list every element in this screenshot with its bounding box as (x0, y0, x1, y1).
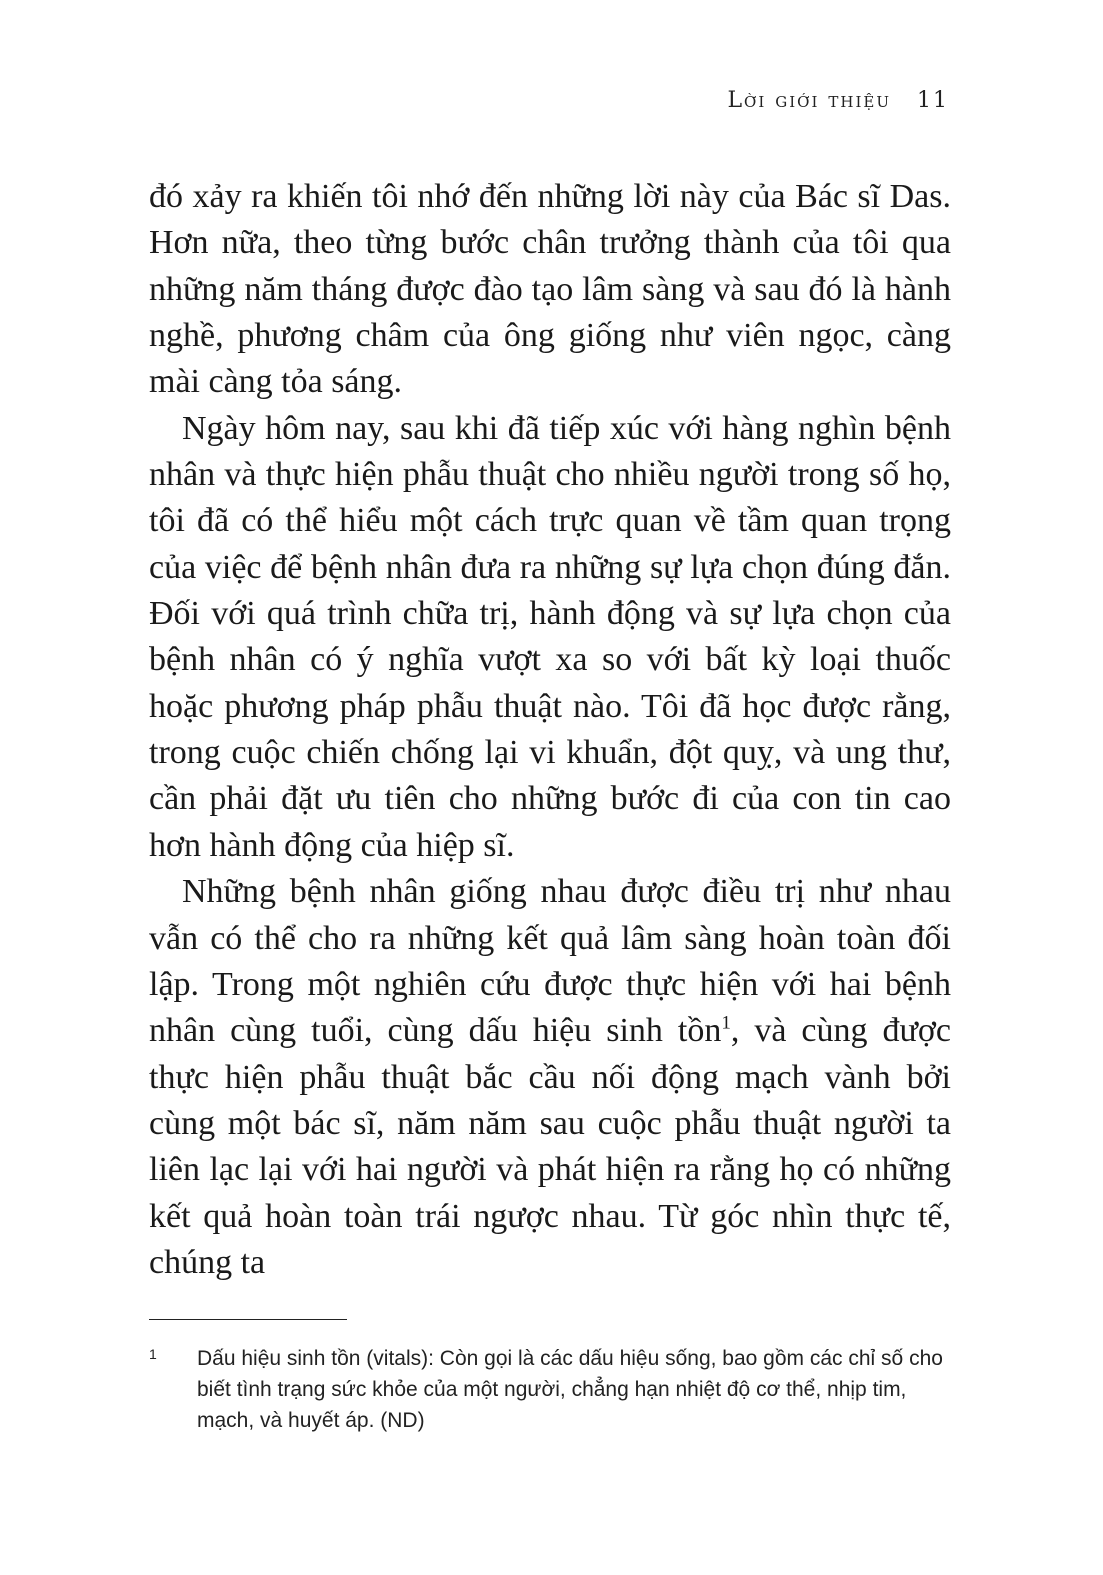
paragraph-3 (149, 869, 951, 1286)
footnote-text: Dấu hiệu sinh tồn (vitals): Còn gọi là các dấu hiệu sống, bao gồm các chỉ số cho biết tình trạng sức khỏe của một người, chẳng hạn nhiệt độ cơ thể, nhịp tim, mạch, và huyết áp. (ND) (197, 1347, 943, 1432)
paragraph-3-part-2: , và cùng được thực hiện phẫu thuật bắc cầu nối động mạch vành bởi cùng một bác sĩ, năm năm sau cuộc phẫu thuật người ta liên lạc lại với hai người và phát hiện ra rằng họ có những kết quả hoàn toàn trái ngược nhau. Từ góc nhìn thực tế, chúng ta (149, 1012, 951, 1281)
body-text (149, 174, 951, 1286)
footnote (149, 1343, 951, 1436)
running-header (727, 88, 949, 113)
paragraph-1: đó xảy ra khiến tôi nhớ đến những lời này của Bác sĩ Das. Hơn nữa, theo từng bước chân trưởng thành của tôi qua những năm tháng được đào tạo lâm sàng và sau đó là hành nghề, phương châm của ông giống như viên ngọc, càng mài càng tỏa sáng. (149, 178, 951, 401)
page-number: 11 (917, 88, 949, 113)
paragraph-2: Ngày hôm nay, sau khi đã tiếp xúc với hàng nghìn bệnh nhân và thực hiện phẫu thuật cho nhiều người trong số họ, tôi đã có thể hiểu một cách trực quan về tầm quan trọng của việc để bệnh nhân đưa ra những sự lựa chọn đúng đắn. Đối với quá trình chữa trị, hành động và sự lựa chọn của bệnh nhân có ý nghĩa vượt xa so với bất kỳ loại thuốc hoặc phương pháp phẫu thuật nào. Tôi đã học được rằng, trong cuộc chiến chống lại vi khuẩn, đột quỵ, và ung thư, cần phải đặt ưu tiên cho những bước đi của con tin cao hơn hành động của hiệp sĩ. (149, 409, 951, 864)
footnote-reference[interactable]: 1 (721, 1012, 731, 1034)
footnote-marker: 1 (149, 1346, 157, 1362)
footnote-divider (149, 1319, 347, 1320)
paragraph-3-part-1: Những bệnh nhân giống nhau được điều trị như nhau vẫn có thể cho ra những kết quả lâm sàng hoàn toàn đối lập. Trong một nghiên cứu được thực hiện với hai bệnh nhân cùng tuổi, cùng dấu hiệu sinh tồn (149, 873, 951, 1050)
running-title: Lời giới thiệu (727, 88, 891, 113)
